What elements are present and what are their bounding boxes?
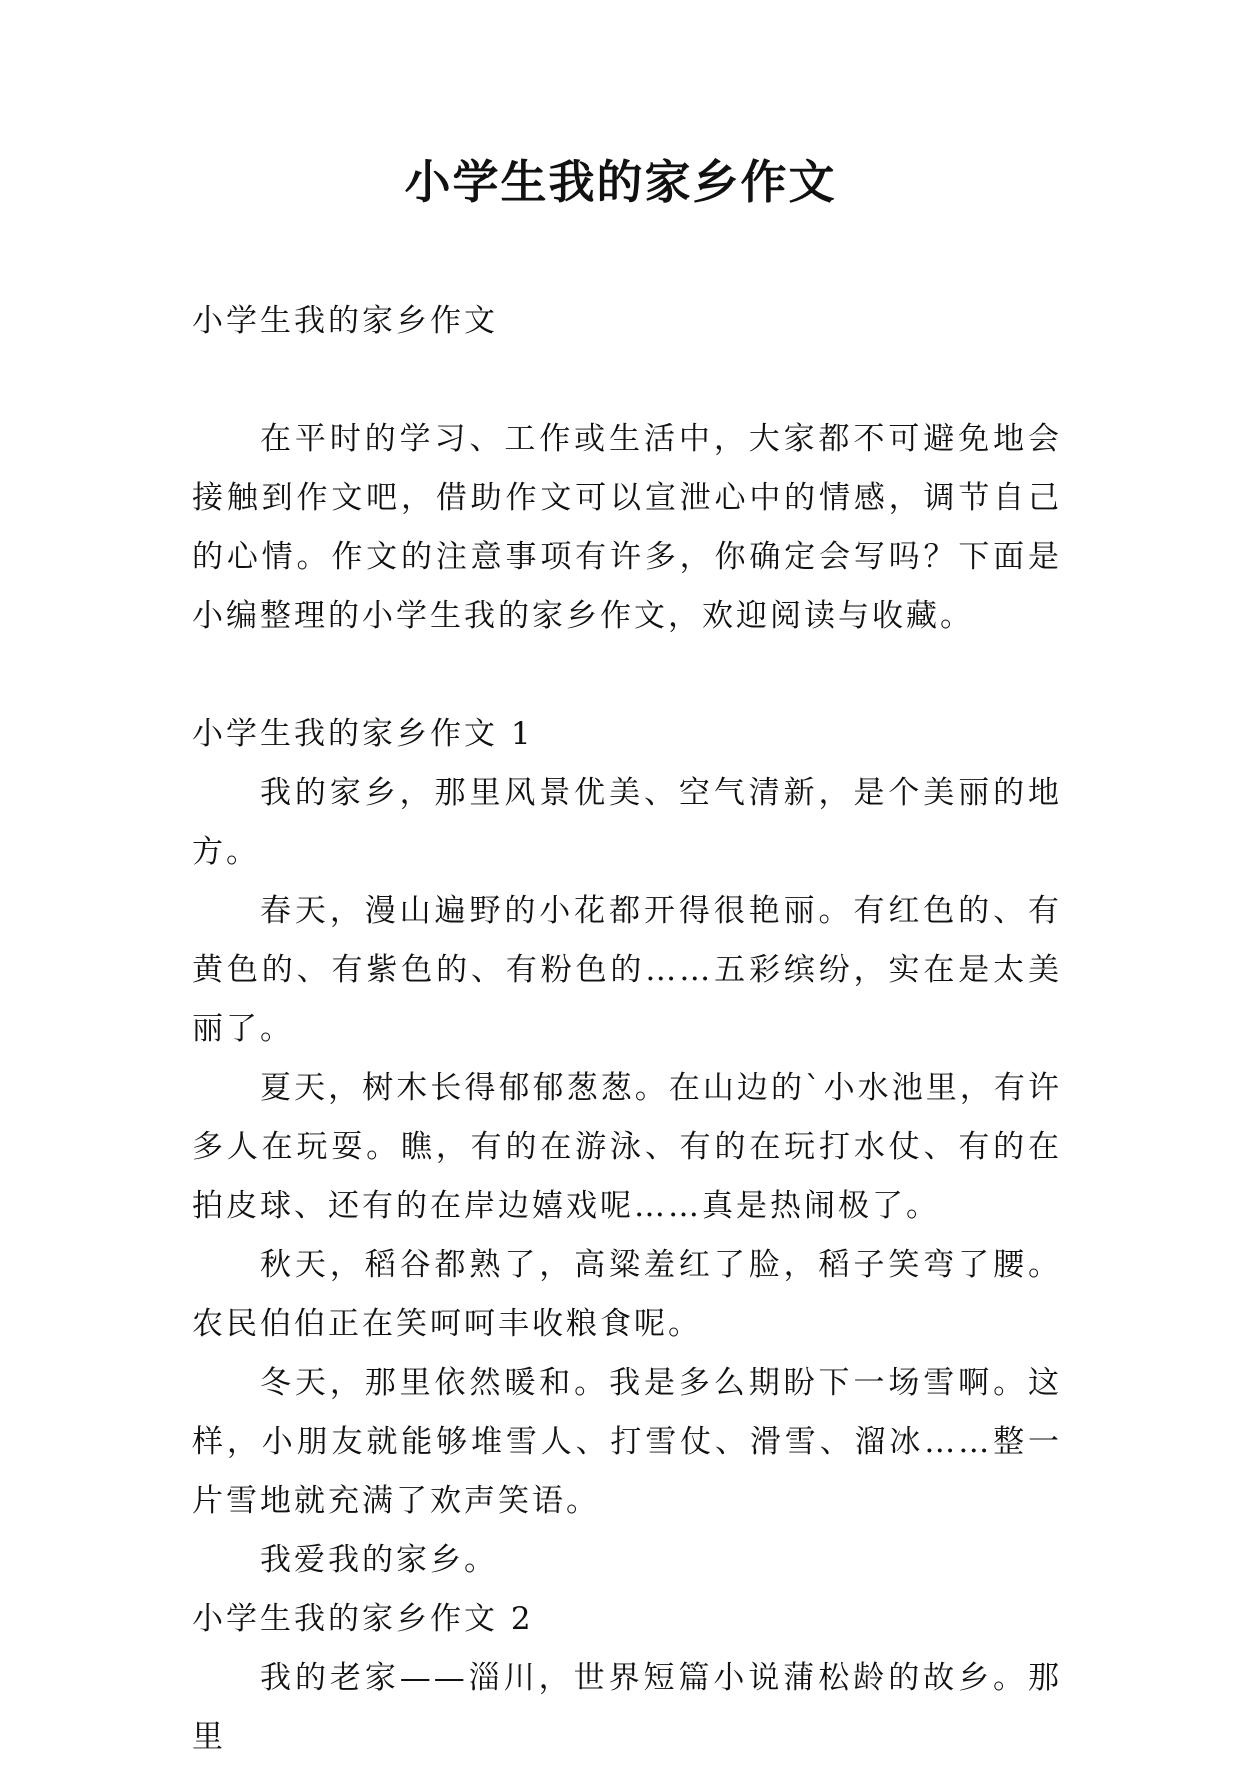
essay1-paragraph: 夏天，树木长得郁郁葱葱。在山边的`小水池里，有许多人在玩耍。瞧，有的在游泳、有的在玩打水仗、有的在拍皮球、还有的在岸边嬉戏呢……真是热闹极了。 [192, 1070, 1062, 1224]
document-body [192, 292, 1062, 1767]
essay2-paragraph: 我的老家——淄川，世界短篇小说蒲松龄的故乡。那里 [192, 1660, 1062, 1755]
essay1-paragraph: 我爱我的家乡。 [260, 1542, 498, 1578]
document-subtitle: 小学生我的家乡作文 [192, 303, 498, 339]
spacer [192, 646, 1062, 705]
spacer [192, 351, 1062, 410]
intro-paragraph: 在平时的学习、工作或生活中，大家都不可避免地会接触到作文吧，借助作文可以宣泄心中的情感，调节自己的心情。作文的注意事项有许多，你确定会写吗？下面是小编整理的小学生我的家乡作文，欢迎阅读与收藏。 [192, 421, 1062, 634]
document-title: 小学生我的家乡作文 [404, 155, 837, 209]
essay1-paragraph: 秋天，稻谷都熟了，高粱羞红了脸，稻子笑弯了腰。农民伯伯正在笑呵呵丰收粮食呢。 [192, 1247, 1062, 1342]
essay1-heading: 小学生我的家乡作文 1 [192, 716, 534, 752]
essay1-paragraph: 冬天，那里依然暖和。我是多么期盼下一场雪啊。这样，小朋友就能够堆雪人、打雪仗、滑雪、溜冰……整一片雪地就充满了欢声笑语。 [192, 1365, 1062, 1519]
essay1-paragraph: 春天，漫山遍野的小花都开得很艳丽。有红色的、有黄色的、有紫色的、有粉色的……五彩缤纷，实在是太美丽了。 [192, 893, 1062, 1047]
essay2-heading: 小学生我的家乡作文 2 [192, 1601, 534, 1637]
essay1-paragraph: 我的家乡，那里风景优美、空气清新，是个美丽的地方。 [192, 775, 1062, 870]
